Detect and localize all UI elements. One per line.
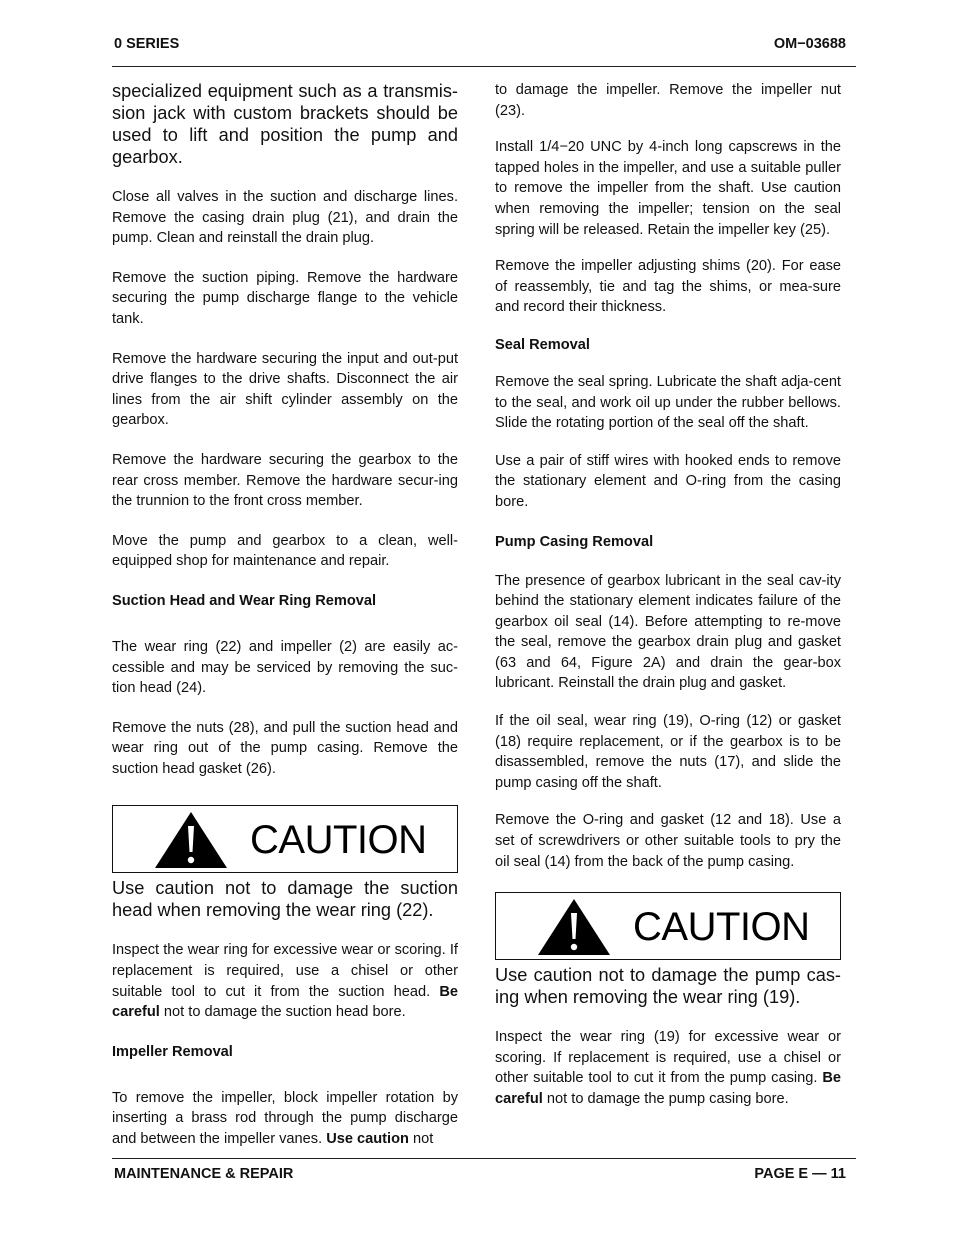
right-column bbox=[495, 80, 841, 1110]
section-label: MAINTENANCE & REPAIR bbox=[114, 1166, 294, 1182]
paragraph: Inspect the wear ring (19) for excessive wear or scoring. If replacement is required, use a chisel or other suitable tool to cut it from the pump casing. Be careful not to damage the pump casing bore. bbox=[495, 1029, 841, 1107]
caution-text: Use caution not to damage the pump cas-ing when removing the wear ring (19). bbox=[495, 965, 841, 1008]
footer-rule bbox=[112, 1158, 856, 1159]
paragraph: Remove the suction piping. Remove the hardware securing the pump discharge flange to the vehicle tank. bbox=[112, 269, 458, 327]
paragraph: To remove the impeller, block impeller rotation by inserting a brass rod through the pump discharge and between the impeller vanes. Use caution not bbox=[112, 1089, 458, 1148]
paragraph: Close all valves in the suction and discharge lines. Remove the casing drain plug (21), and drain the pump. Clean and reinstall the drain plug. bbox=[112, 189, 458, 247]
warning-triangle-icon bbox=[153, 810, 229, 870]
left-column bbox=[112, 80, 458, 1150]
series-label: 0 SERIES bbox=[114, 36, 180, 52]
paragraph: Remove the seal spring. Lubricate the shaft adja-cent to the seal, and work oil up under the rubber bellows. Slide the rotating portion of the seal off the shaft. bbox=[495, 373, 841, 432]
caution-box bbox=[495, 892, 841, 960]
header-rule bbox=[112, 66, 856, 67]
paragraph: Remove the nuts (28), and pull the suction head and wear ring out of the pump casing. Remove the suction head gasket (26). bbox=[112, 719, 458, 777]
paragraph: Remove the O-ring and gasket (12 and 18). Use a set of screwdrivers or other suitable tools to pry the oil seal (14) from the back of the pump casing. bbox=[495, 812, 841, 870]
caution-title: CAUTION bbox=[633, 905, 810, 950]
paragraph: Remove the hardware securing the gearbox to the rear cross member. Remove the hardware secur-ing the trunnion to the front cross member. bbox=[112, 451, 458, 510]
paragraph: Inspect the wear ring for excessive wear or scoring. If replacement is required, use a chisel or other suitable tool to cut it from the suction head. Be careful not to damage the suction head bore. bbox=[112, 942, 458, 1021]
paragraph: The wear ring (22) and impeller (2) are easily ac-cessible and may be serviced by removing the suc-tion head (24). bbox=[112, 638, 458, 697]
section-heading: Impeller Removal bbox=[112, 1043, 233, 1060]
caution-text: Use caution not to damage the suction head when removing the wear ring (22). bbox=[112, 878, 458, 921]
paragraph: to damage the impeller. Remove the impeller nut (23). bbox=[495, 82, 841, 119]
document-number: OM−03688 bbox=[773, 36, 846, 52]
paragraph: The presence of gearbox lubricant in the seal cav-ity behind the stationary element indicates failure of the gearbox oil seal (14). Before attempting to re-move the seal, remove the gearbox drain plug and gasket (63 and 64, Figure 2A) and drain the gear-box lubricant. Reinstall the drain plug and gasket. bbox=[495, 572, 841, 692]
paragraph: If the oil seal, wear ring (19), O-ring (12) or gasket (18) require replacement, or if the gearbox is to be disassembled, remove the nuts (17), and slide the pump casing off the shaft. bbox=[495, 713, 841, 791]
caution-box bbox=[112, 805, 458, 873]
paragraph: Use a pair of stiff wires with hooked ends to remove the stationary element and O-ring from the casing bore. bbox=[495, 452, 841, 510]
section-heading: Suction Head and Wear Ring Removal bbox=[112, 592, 377, 609]
paragraph: Remove the hardware securing the input and out-put drive flanges to the drive shafts. Disconnect the air lines from the air shift cylinder assembly on the gearbox. bbox=[112, 350, 458, 429]
section-heading: Pump Casing Removal bbox=[495, 533, 654, 550]
paragraph: specialized equipment such as a transmis-sion jack with custom brackets should be used to lift and position the pump and gearbox. bbox=[112, 81, 458, 167]
section-heading: Seal Removal bbox=[495, 336, 590, 353]
paragraph: Remove the impeller adjusting shims (20). For ease of reassembly, tie and tag the shims, or mea-sure and record their thickness. bbox=[495, 258, 841, 316]
paragraph: Install 1/4−20 UNC by 4-inch long capscrews in the tapped holes in the impeller, and use a suitable puller to remove the impeller from the shaft. Use caution when removing the impeller; tension on the seal spring will be released. Retain the impeller key (25). bbox=[495, 139, 841, 238]
warning-triangle-icon bbox=[536, 897, 612, 957]
page-number: PAGE E — 11 bbox=[754, 1166, 846, 1182]
paragraph: Move the pump and gearbox to a clean, well-equipped shop for maintenance and repair. bbox=[112, 532, 458, 570]
caution-title: CAUTION bbox=[250, 818, 427, 863]
